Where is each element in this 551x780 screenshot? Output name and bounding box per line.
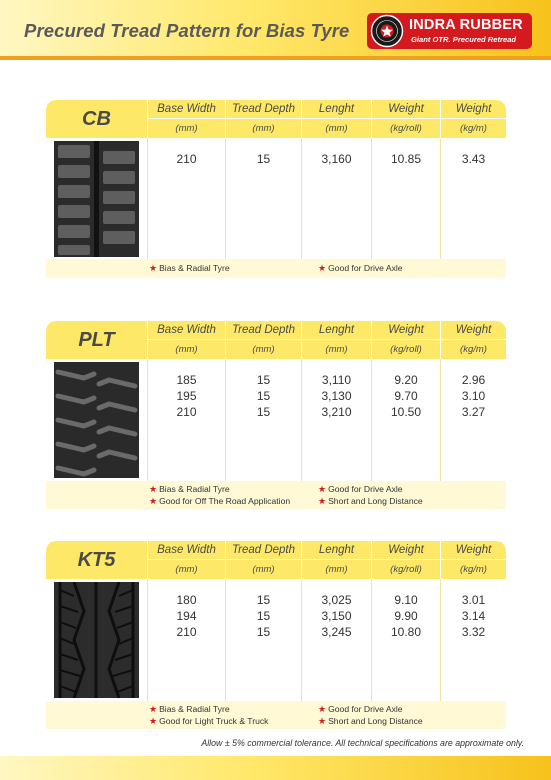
col-length: Lenght (mm): [301, 541, 371, 579]
feature-list: [46, 481, 506, 509]
plt-row1-base-width: 185: [176, 373, 197, 387]
kt5-row2-tread-depth: 15: [256, 609, 271, 623]
cb-length: 3,160: [321, 152, 352, 166]
kt5-row1-weight-roll: 9.10: [394, 593, 418, 607]
tread-pattern-plt-image: [54, 362, 139, 478]
brand-logo: [367, 13, 532, 49]
footer-band: [0, 756, 551, 780]
col-base-width: Base Width (mm): [147, 541, 225, 579]
col-tread-depth: Tread Depth (mm): [225, 321, 301, 359]
product-card-kt5: [46, 541, 506, 729]
cb-weight-m: 3.43: [461, 152, 486, 166]
feature-item: ★ Bias & Radial Tyre: [149, 704, 230, 714]
spec-body: [46, 579, 506, 701]
col-length: Lenght (mm): [301, 100, 371, 138]
feature-item: ★ Good for Drive Axle: [318, 704, 403, 714]
kt5-row3-weight-roll: 10.80: [390, 625, 422, 639]
brand-seal-icon: [370, 14, 404, 48]
plt-row1-weight-roll: 9.20: [394, 373, 418, 387]
star-icon: ★: [149, 496, 158, 506]
model-name: CB: [82, 108, 111, 130]
spec-header-row: [46, 321, 506, 359]
product-card-plt: [46, 321, 506, 509]
spec-header-row: [46, 100, 506, 138]
brand-tagline: Giant OTR. Precured Retread: [411, 35, 517, 44]
plt-row2-weight-m: 3.10: [461, 389, 486, 403]
kt5-row3-base-width: 210: [176, 625, 197, 639]
kt5-row3-tread-depth: 15: [256, 625, 271, 639]
kt5-row1-length: 3,025: [321, 593, 352, 607]
plt-row3-length: 3,210: [321, 405, 352, 419]
plt-row3-weight-m: 3.27: [461, 405, 486, 419]
col-weight-roll: Weight (kg/roll): [371, 321, 440, 359]
plt-row3-weight-roll: 10.50: [390, 405, 422, 419]
star-icon: ★: [149, 263, 158, 273]
plt-row2-tread-depth: 15: [256, 389, 271, 403]
spec-body: [46, 138, 506, 259]
feature-item: ★ Good for Drive Axle: [318, 484, 403, 494]
model-name: PLT: [78, 329, 115, 351]
col-weight-m: Weight (kg/m): [440, 321, 506, 359]
col-weight-m: Weight (kg/m): [440, 541, 506, 579]
plt-row1-length: 3,110: [321, 373, 352, 387]
product-card-cb: [46, 100, 506, 278]
feature-list: [46, 259, 506, 278]
feature-item: ★ Bias & Radial Tyre: [149, 263, 230, 273]
spec-header-row: [46, 541, 506, 579]
star-icon: ★: [318, 716, 327, 726]
col-base-width: Base Width (mm): [147, 100, 225, 138]
star-icon: ★: [318, 263, 327, 273]
star-icon: ★: [149, 704, 158, 714]
star-icon: ★: [149, 716, 158, 726]
plt-row1-tread-depth: 15: [256, 373, 271, 387]
kt5-row2-weight-m: 3.14: [461, 609, 486, 623]
plt-row3-base-width: 210: [176, 405, 197, 419]
plt-row2-weight-roll: 9.70: [394, 389, 418, 403]
kt5-row1-base-width: 180: [176, 593, 197, 607]
feature-item: ★ Bias & Radial Tyre: [149, 484, 230, 494]
star-icon: ★: [318, 484, 327, 494]
feature-item: ★ Good for Off The Road Application: [149, 496, 291, 506]
col-weight-roll: Weight (kg/roll): [371, 100, 440, 138]
star-icon: ★: [149, 484, 158, 494]
col-length: Lenght (mm): [301, 321, 371, 359]
feature-list: [46, 701, 506, 729]
kt5-row3-weight-m: 3.32: [461, 625, 486, 639]
plt-row2-length: 3,130: [321, 389, 352, 403]
plt-row1-weight-m: 2.96: [461, 373, 486, 387]
tread-pattern-kt5-image: [54, 582, 139, 698]
cb-weight-roll: 10.85: [390, 152, 422, 166]
tolerance-footnote: Allow ± 5% commercial tolerance. All technical specifications are approximate only.: [201, 738, 524, 748]
kt5-row2-weight-roll: 9.90: [394, 609, 418, 623]
page-title: Precured Tread Pattern for Bias Tyre: [24, 20, 350, 41]
kt5-row2-base-width: 194: [176, 609, 197, 623]
col-weight-roll: Weight (kg/roll): [371, 541, 440, 579]
feature-item: ★ Short and Long Distance: [318, 716, 423, 726]
feature-item: ★ Short and Long Distance: [318, 496, 423, 506]
col-tread-depth: Tread Depth (mm): [225, 541, 301, 579]
brand-name: INDRA RUBBER: [409, 17, 523, 33]
col-base-width: Base Width (mm): [147, 321, 225, 359]
plt-row3-tread-depth: 15: [256, 405, 271, 419]
kt5-row3-length: 3,245: [321, 625, 352, 639]
feature-item: ★ Good for Drive Axle: [318, 263, 403, 273]
star-icon: ★: [318, 496, 327, 506]
tread-pattern-cb-image: [54, 141, 139, 257]
header-banner: [0, 0, 551, 60]
col-weight-m: Weight (kg/m): [440, 100, 506, 138]
spec-body: [46, 359, 506, 481]
cb-tread-depth: 15: [256, 152, 271, 166]
star-icon: ★: [318, 704, 327, 714]
kt5-row1-weight-m: 3.01: [461, 593, 486, 607]
kt5-row1-tread-depth: 15: [256, 593, 271, 607]
kt5-row2-length: 3,150: [321, 609, 352, 623]
feature-item: ★ Good for Light Truck & Truck: [149, 716, 269, 726]
col-tread-depth: Tread Depth (mm): [225, 100, 301, 138]
model-name: KT5: [77, 549, 116, 571]
cb-base-width: 210: [176, 152, 197, 166]
plt-row2-base-width: 195: [176, 389, 197, 403]
